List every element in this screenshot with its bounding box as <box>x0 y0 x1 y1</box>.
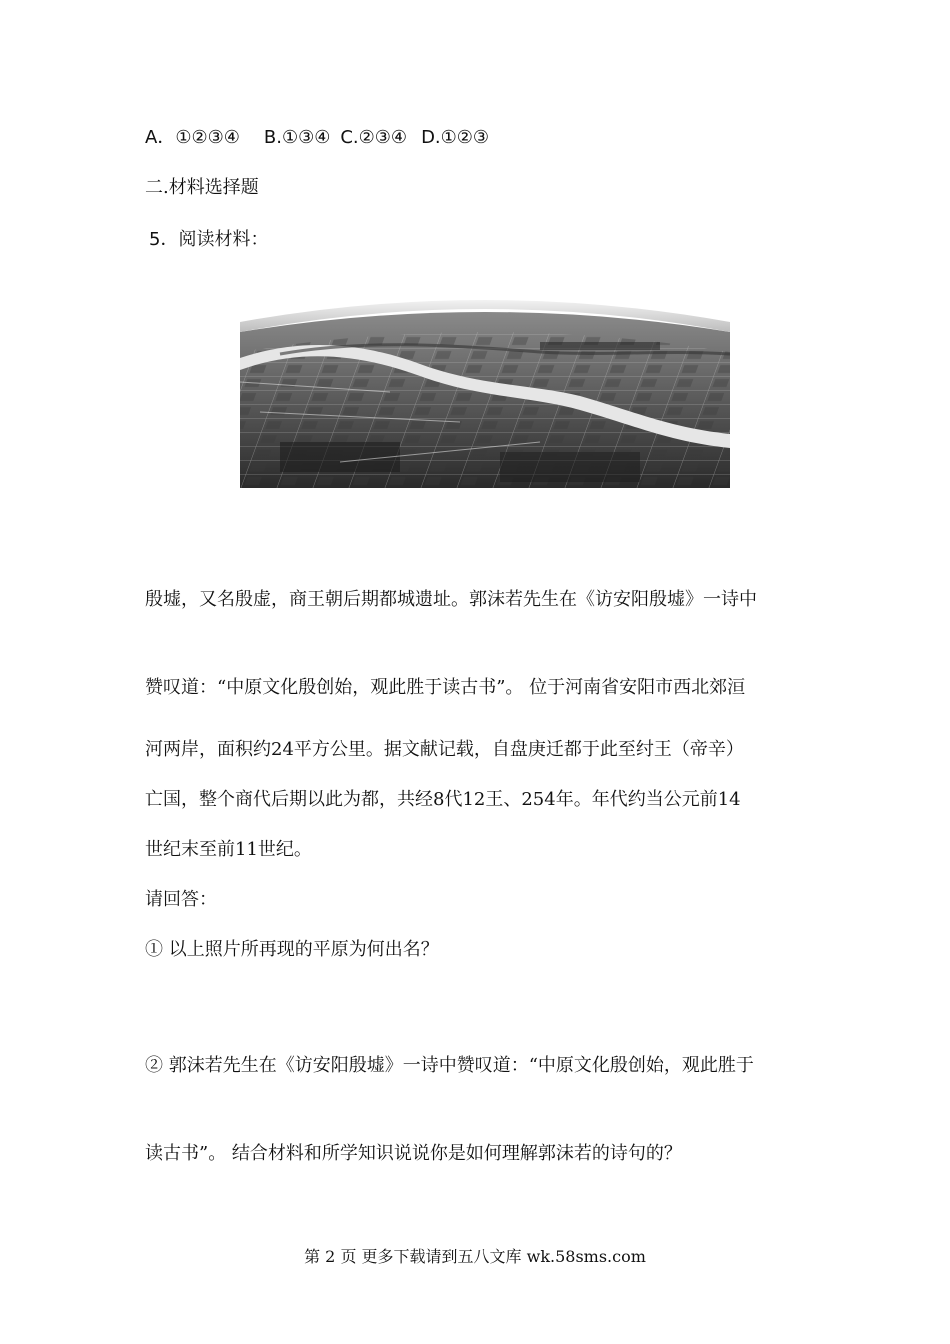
sub-question-2-line-2: 读古书”。 结合材料和所学知识说说你是如何理解郭沫若的诗句的？ <box>145 1143 682 1164</box>
passage-line-2: 赞叹道：“中原文化殷创始，观此胜于读古书”。 位于河南省安阳市西北郊洹 <box>145 677 746 698</box>
option-b: B.①③④ <box>263 127 331 148</box>
question5-header <box>149 228 268 252</box>
sub-question-1: ① 以上照片所再现的平原为何出名？ <box>145 939 439 960</box>
option-c: C.②③④ <box>340 127 408 148</box>
sub-question-2-line-1: ② 郭沫若先生在《访安阳殷墟》一诗中赞叹道：“中原文化殷创始，观此胜于 <box>145 1055 754 1076</box>
yinxu-plain-photo <box>240 292 730 488</box>
section-heading: 二.材料选择题 <box>145 177 259 198</box>
ask-label: 请回答： <box>145 889 217 910</box>
question4-options <box>145 126 489 150</box>
question-number: 5． <box>149 229 179 250</box>
option-d: D.①②③ <box>421 127 490 148</box>
passage-line-3: 河两岸，面积约24平方公里。据文献记载，自盘庚迁都于此至纣王（帝辛） <box>145 739 744 760</box>
passage-line-5: 世纪末至前11世纪。 <box>145 839 312 860</box>
page-footer: 第 2 页 更多下载请到五八文库 wk.58sms.com <box>304 1247 646 1266</box>
passage-line-4: 亡国，整个商代后期以此为都，共经8代12王、254年。年代约当公元前14 <box>145 789 741 810</box>
option-a: A．①②③④ <box>145 127 240 148</box>
passage-line-1: 殷墟，又名殷虚，商王朝后期都城遗址。郭沫若先生在《访安阳殷墟》一诗中 <box>145 589 757 610</box>
question-prompt: 阅读材料： <box>178 229 269 250</box>
